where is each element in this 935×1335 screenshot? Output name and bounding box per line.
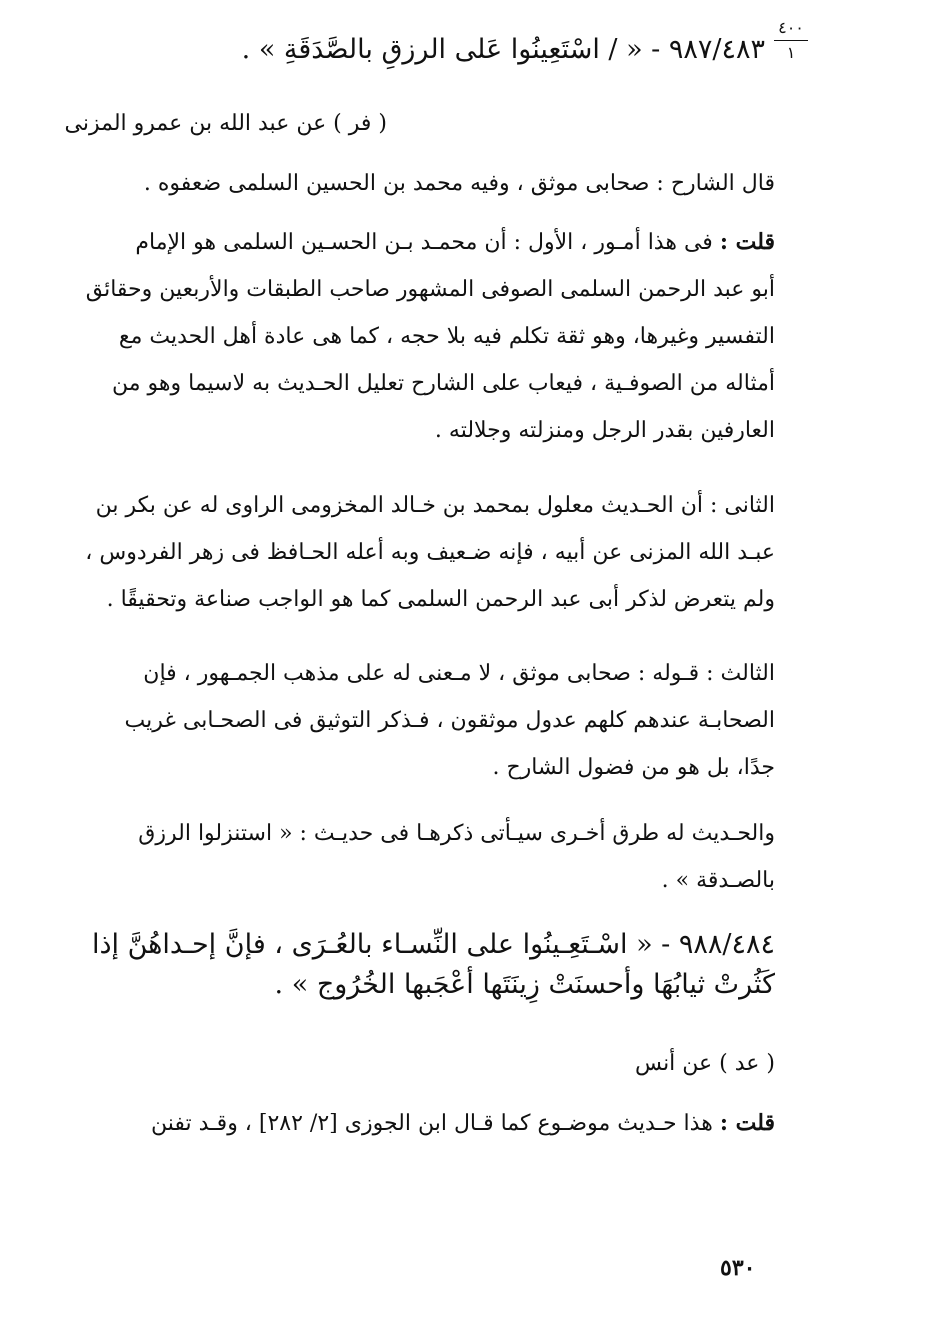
para1-line-1	[86, 219, 775, 266]
para4-line-2: بالصـدقة » .	[661, 868, 775, 893]
volume-fraction	[770, 18, 812, 78]
qultu-label-2: قلت :	[719, 1110, 775, 1136]
hadith-988-line-1: ٩٨٨/٤٨٤ - « اسْـتَعِـينُوا على النِّسـاء بالعُـرَى ، فإنَّ إحـداهُنَّ إذا	[92, 929, 775, 960]
para4-line-1: والحـديث له طرق أخـرى سيـأتى ذكرهـا فى حديـث : « استنزلوا الرزق	[138, 821, 775, 846]
fraction-top: ٤٠٠	[778, 18, 804, 37]
paragraph-third-point	[125, 650, 775, 791]
qultu-label: قلت :	[719, 229, 775, 255]
paragraph-second-point	[85, 482, 775, 623]
para3-line-1: الثالث : قـوله : صحابى موثق ، لا مـعنى له على مذهب الجمـهور ، فإن	[143, 661, 775, 686]
para3-line-3: جدًا، بل هو من فضول الشارح .	[492, 755, 775, 780]
para2-line-1: الثانى : أن الحـديث معلول بمحمد بن خـالد المخزومى الراوى له عن بكر بن	[95, 493, 775, 518]
hadith-988-source: ( عد ) عن أنس	[635, 1051, 775, 1076]
hadith-988-line-2: كَثُرتْ ثيابُهَا وأحسنَتْ زِينَتَها أعْجَبها الخُرُوج » .	[274, 969, 775, 1000]
para1-line-5: العارفين بقدر الرجل ومنزلته وجلالته .	[434, 418, 775, 443]
fraction-bottom: ١	[786, 43, 796, 62]
para1-line-3: التفسير وغيرها، وهو ثقة تكلم فيه بلا حجه ، كما هى عادة أهل الحديث مع	[118, 324, 775, 349]
para2-line-2: عبـد الله المزنى عن أبيه ، فإنه ضـعيف وبه أعله الحـافظ فى زهر الفردوس ،	[85, 540, 775, 565]
paragraph-qultu-988	[151, 1100, 775, 1147]
sharh-quote: قال الشارح : صحابى موثق ، وفيه محمد بن الحسين السلمى ضعفوه .	[143, 171, 775, 196]
para1-line-2: أبو عبد الرحمن السلمى الصوفى المشهور صاحب الطبقات والأربعين وحقائق	[85, 277, 775, 302]
page-number: ٥٣٠	[720, 1255, 756, 1281]
hadith-987-source: ( فر ) عن عبد الله بن عمرو المزنى	[64, 111, 387, 136]
para1-line-1-text: فى هذا أمـور ، الأول : أن محمـد بـن الحسـين السلمى هو الإمام	[135, 230, 713, 255]
hadith-987-heading: ٩٨٧/٤٨٣ - « / اسْتَعِينُوا عَلى الرزقِ بالصَّدَقَةِ » .	[241, 34, 765, 65]
fraction-bar	[774, 40, 808, 41]
para3-line-2: الصحابـة عندهم كلهم عدول موثقون ، فـذكر التوثيق فى الصحـابى غريب	[124, 708, 775, 733]
para5-line-1: هذا حـديث موضـوع كما قـال ابن الجوزى [٢/ ٢٨٢] ، وقـد تفنن	[151, 1111, 713, 1136]
hadith-988-heading	[92, 925, 775, 1005]
paragraph-first-point	[86, 219, 775, 454]
paragraph-other-routes	[138, 810, 775, 904]
para1-line-4: أمثاله من الصوفـية ، فيعاب على الشارح تعليل الحـديث به لاسيما وهو من	[112, 371, 775, 396]
para2-line-3: ولم يتعرض لذكر أبى عبد الرحمن السلمى كما هو الواجب صناعة وتحقيقًا .	[106, 587, 775, 612]
